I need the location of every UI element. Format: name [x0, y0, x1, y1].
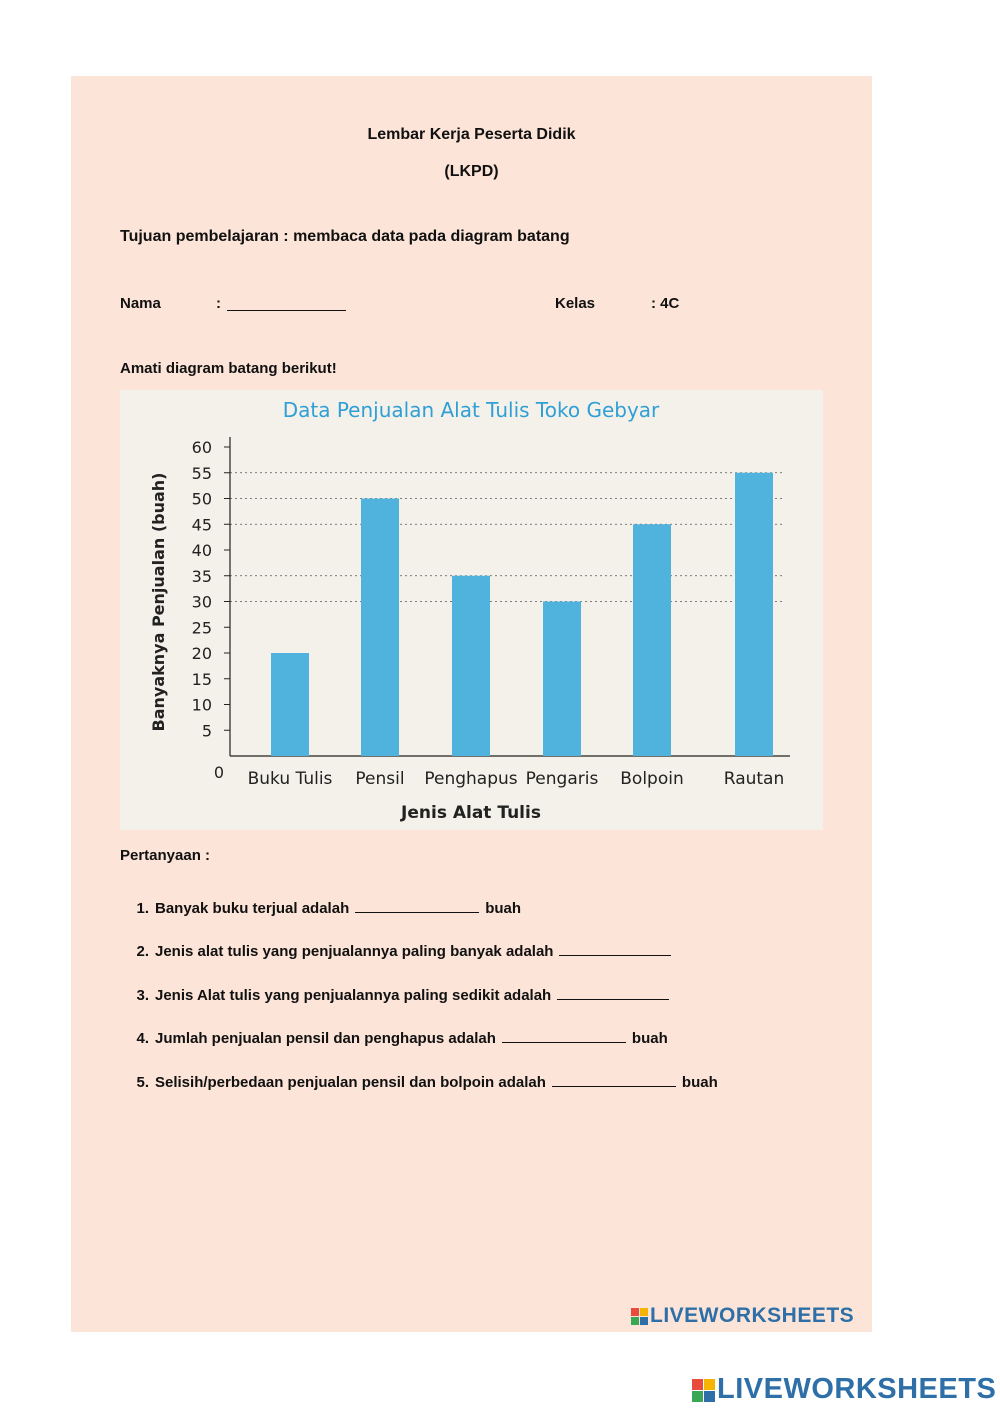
y-tick-label: 20: [191, 644, 212, 663]
y-tick-label: 40: [191, 541, 212, 560]
question-text: Jenis Alat tulis yang penjualannya paling sedikit adalah: [155, 987, 552, 1004]
brand-text: LIVEWORKSHEETS: [650, 1304, 855, 1327]
question-unit: buah: [485, 900, 522, 917]
y-tick-label: 15: [191, 669, 212, 689]
question-text: Banyak buku terjual adalah: [155, 900, 350, 917]
answer-blank[interactable]: [557, 987, 669, 1000]
x-tick-label: Rautan: [723, 769, 785, 789]
question-number: 4.: [136, 1030, 149, 1047]
answer-blank[interactable]: [552, 1074, 676, 1087]
brand-logo-inner: [631, 1304, 854, 1328]
name-label: Nama: [120, 295, 161, 312]
chart-bar: [271, 653, 309, 756]
chart-bar: [735, 473, 773, 756]
name-colon: :: [216, 295, 221, 312]
chart-bar: [361, 499, 399, 757]
question-item: [121, 987, 675, 1004]
worksheet-subtitle: (LKPD): [444, 163, 499, 180]
chart-title: Data Penjualan Alat Tulis Toko Gebyar: [282, 398, 660, 422]
y-tick-label: 35: [191, 566, 212, 586]
x-tick-label: Bolpoin: [620, 769, 684, 789]
answer-blank[interactable]: [559, 943, 671, 956]
class-label: Kelas: [555, 295, 596, 312]
y-tick-label: 45: [191, 515, 212, 535]
question-unit: buah: [631, 1030, 668, 1047]
answer-blank[interactable]: [502, 1030, 626, 1043]
y-tick-label: 60: [191, 438, 212, 457]
y-tick-label: 10: [191, 695, 212, 715]
question-item: [121, 1030, 668, 1047]
y-tick-label: 30: [191, 592, 212, 612]
y-tick-label: 55: [191, 463, 212, 483]
chart-bar: [452, 576, 490, 756]
answer-blank[interactable]: [355, 900, 479, 913]
x-tick-label: Pensil: [355, 769, 405, 789]
y-tick-label: 50: [191, 489, 212, 509]
y-tick-label: 0: [213, 763, 224, 782]
chart-bar: [633, 524, 671, 756]
x-tick-label: Penghapus: [424, 769, 518, 789]
y-tick-label: 5: [201, 721, 212, 741]
y-tick-label: 25: [191, 618, 212, 638]
liveworksheets-icon: [631, 1308, 648, 1325]
question-item: [121, 1074, 718, 1091]
bar-chart-svg: [120, 390, 823, 830]
x-tick-label: Pengaris: [525, 769, 599, 789]
question-item: [121, 943, 677, 960]
x-tick-label: Buku Tulis: [247, 769, 333, 789]
brand-text: LIVEWORKSHEETS: [717, 1373, 997, 1405]
question-text: Selisih/perbedaan penjualan pensil dan bolpoin adalah: [155, 1074, 546, 1091]
class-value: : 4C: [651, 295, 680, 312]
worksheet-title: Lembar Kerja Peserta Didik: [367, 126, 576, 143]
question-number: 1.: [136, 900, 149, 917]
instruction-text: Amati diagram batang berikut!: [120, 360, 337, 377]
question-number: 2.: [136, 943, 149, 960]
x-axis-title: Jenis Alat Tulis: [401, 803, 541, 823]
question-item: [121, 900, 521, 917]
worksheet-page: [71, 76, 872, 1332]
chart-bar: [543, 602, 581, 757]
brand-logo-footer[interactable]: [692, 1373, 996, 1406]
question-text: Jenis alat tulis yang penjualannya paling banyak adalah: [155, 943, 554, 960]
learning-objective: Tujuan pembelajaran : membaca data pada diagram batang: [120, 228, 570, 245]
question-number: 5.: [136, 1074, 149, 1091]
y-axis-title: Banyaknya Penjualan (buah): [149, 472, 168, 732]
question-number: 3.: [136, 987, 149, 1004]
question-text: Jumlah penjualan pensil dan penghapus adalah: [155, 1030, 496, 1047]
liveworksheets-icon: [692, 1379, 715, 1402]
questions-label: Pertanyaan :: [120, 847, 211, 864]
bar-chart: [120, 390, 823, 830]
question-unit: buah: [681, 1074, 718, 1091]
name-field[interactable]: [227, 310, 346, 311]
